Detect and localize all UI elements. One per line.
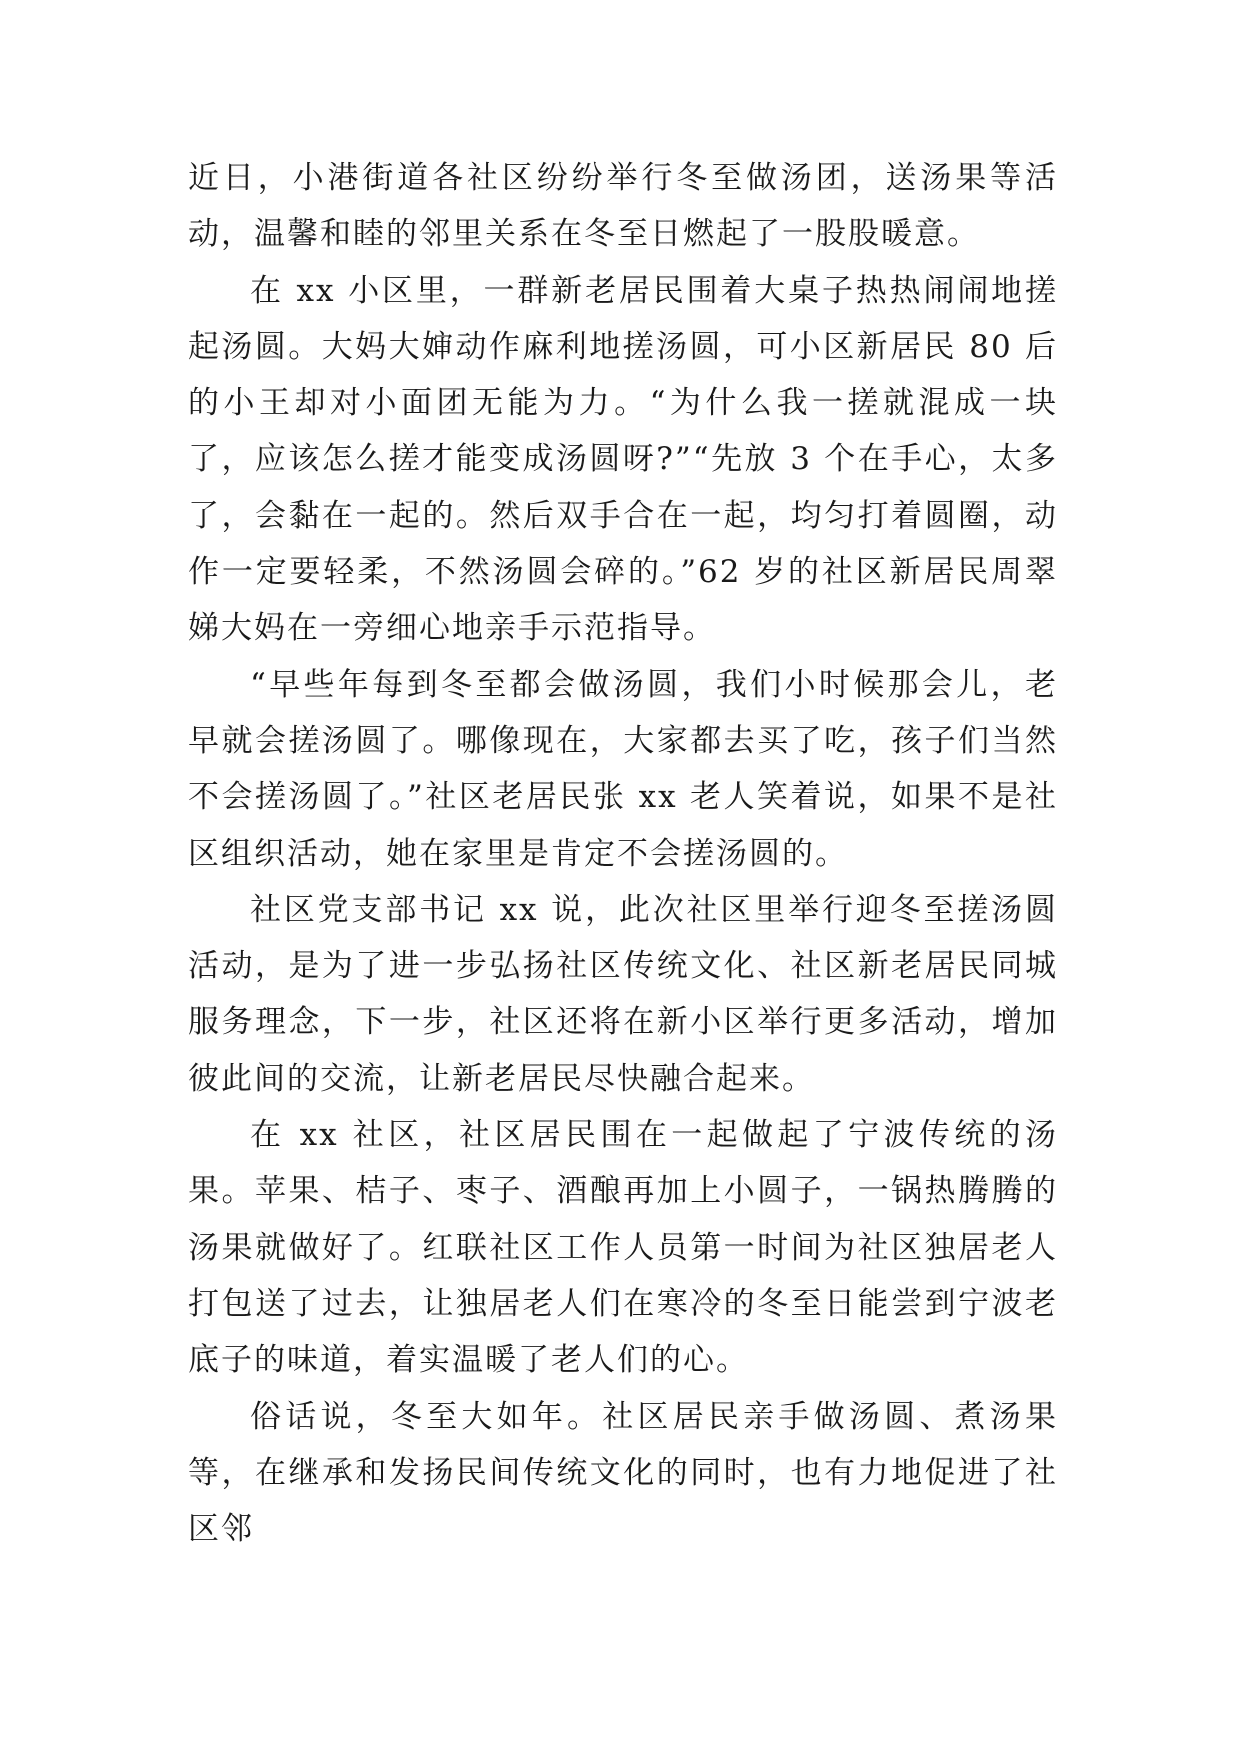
paragraph-saying: 俗话说，冬至大如年。社区居民亲手做汤圆、煮汤果等，在继承和发扬民间传统文化的同时，也有力地促进了社区邻 bbox=[188, 1398, 1058, 1548]
paragraph-intro: 近日，小港街道各社区纷纷举行冬至做汤团，送汤果等活动，温馨和睦的邻里关系在冬至日燃起了一股股暖意。 bbox=[188, 160, 1058, 253]
paragraph-party-secretary: 社区党支部书记 xx 说，此次社区里举行迎冬至搓汤圆活动，是为了进一步弘扬社区传统文化、社区新老居民同城服务理念，下一步，社区还将在新小区举行更多活动，增加彼此间的交流，让新老居民尽快融合起来。 bbox=[188, 891, 1058, 1097]
paragraph-elder-quote: “早些年每到冬至都会做汤圆，我们小时候那会儿，老早就会搓汤圆了。哪像现在，大家都去买了吃，孩子们当然不会搓汤圆了。”社区老居民张 xx 老人笑着说，如果不是社区组织活动，她在家里是肯定不会搓汤圆的。 bbox=[188, 666, 1058, 872]
paragraph-tangguo: 在 xx 社区，社区居民围在一起做起了宁波传统的汤果。苹果、桔子、枣子、酒酿再加上小圆子，一锅热腾腾的汤果就做好了。红联社区工作人员第一时间为社区独居老人打包送了过去，让独居老人们在寒冷的冬至日能尝到宁波老底子的味道，着实温暖了老人们的心。 bbox=[188, 1117, 1058, 1379]
article-body bbox=[188, 150, 1058, 1557]
paragraph-community-dumplings: 在 xx 小区里，一群新老居民围着大桌子热热闹闹地搓起汤圆。大妈大婶动作麻利地搓汤圆，可小区新居民 80 后的小王却对小面团无能为力。“为什么我一搓就混成一块了，应该怎么搓才能变成汤圆呀?”“先放 3 个在手心，太多了，会黏在一起的。然后双手合在一起，均匀打着圆圈，动作一定要轻柔，不然汤圆会碎的。”62 岁的社区新居民周翠娣大妈在一旁细心地亲手示范指导。 bbox=[188, 272, 1058, 647]
